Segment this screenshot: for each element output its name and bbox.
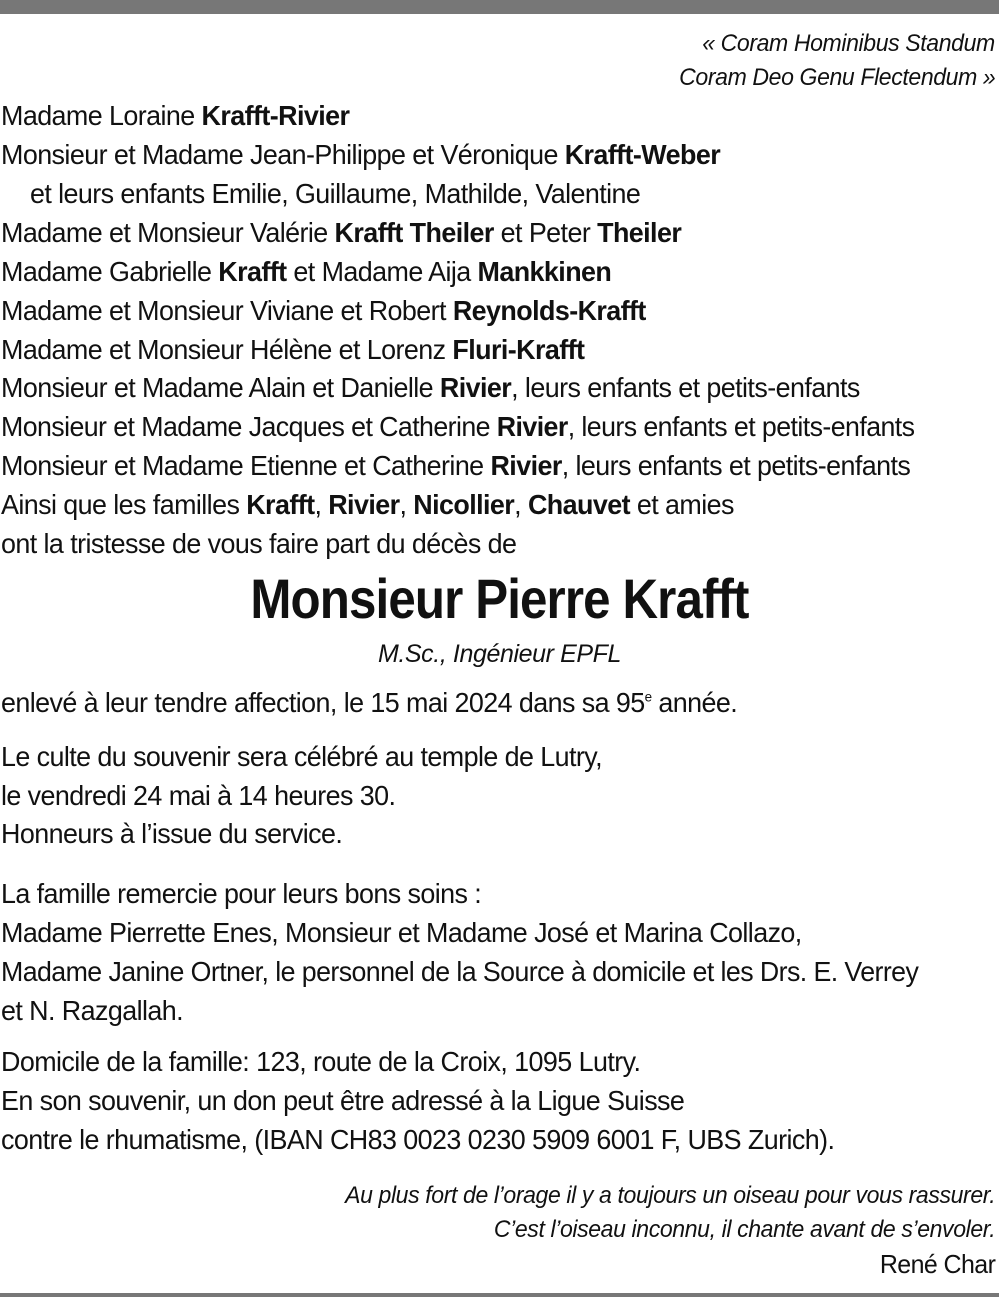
- top-rule: [0, 0, 999, 14]
- quote-author: René Char: [879, 1249, 995, 1279]
- address-line: contre le rhumatisme, (IBAN CH83 0023 0230 5909 6001 F, UBS Zurich).: [1, 1124, 835, 1155]
- family-line: Monsieur et Madame Jacques et Catherine Rivier, leurs enfants et petits-enfants: [1, 411, 915, 442]
- family-line: Ainsi que les familles Krafft, Rivier, Nicollier, Chauvet et amies: [1, 489, 734, 520]
- ceremony-line: Le culte du souvenir sera célébré au temple de Lutry,: [1, 741, 603, 772]
- thanks-line: Madame Janine Ortner, le personnel de la Source à domicile et les Drs. E. Verrey: [1, 956, 919, 987]
- quote-line-2: C’est l’oiseau inconnu, il chante avant de s’envoler.: [493, 1216, 995, 1243]
- family-line: Monsieur et Madame Alain et Danielle Rivier, leurs enfants et petits-enfants: [1, 372, 860, 403]
- family-line: Madame et Monsieur Viviane et Robert Reynolds-Krafft: [1, 295, 646, 326]
- announcement-intro: ont la tristesse de vous faire part du décès de: [1, 528, 517, 559]
- family-line: Madame Gabrielle Krafft et Madame Aija Mankkinen: [1, 256, 612, 287]
- family-line: Madame et Monsieur Valérie Krafft Theiler et Peter Theiler: [1, 217, 682, 248]
- family-line: et leurs enfants Emilie, Guillaume, Mathilde, Valentine: [30, 178, 641, 209]
- thanks-line: et N. Razgallah.: [1, 995, 184, 1026]
- family-line: Monsieur et Madame Jean-Philippe et Véronique Krafft-Weber: [1, 139, 721, 170]
- thanks-line: La famille remercie pour leurs bons soins :: [1, 878, 482, 909]
- deceased-name: Monsieur Pierre Krafft: [250, 567, 749, 630]
- thanks-line: Madame Pierrette Enes, Monsieur et Madame José et Marina Collazo,: [1, 917, 802, 948]
- death-notice: enlevé à leur tendre affection, le 15 mai 2024 dans sa 95e année.: [1, 687, 738, 718]
- family-line: Madame et Monsieur Hélène et Lorenz Fluri-Krafft: [1, 334, 585, 365]
- family-line: Madame Loraine Krafft-Rivier: [1, 100, 350, 131]
- quote-line-1: Au plus fort de l’orage il y a toujours un oiseau pour vous rassurer.: [344, 1182, 995, 1209]
- deceased-title: M.Sc., Ingénieur EPFL: [377, 640, 622, 668]
- epigraph-line-2: Coram Deo Genu Flectendum »: [678, 64, 995, 91]
- address-line: Domicile de la famille: 123, route de la Croix, 1095 Lutry.: [1, 1046, 641, 1077]
- bottom-rule: [0, 1293, 999, 1297]
- address-line: En son souvenir, un don peut être adressé à la Ligue Suisse: [1, 1085, 685, 1116]
- ceremony-line: Honneurs à l’issue du service.: [1, 818, 343, 849]
- epigraph-line-1: « Coram Hominibus Standum: [702, 30, 995, 57]
- family-line: Monsieur et Madame Etienne et Catherine Rivier, leurs enfants et petits-enfants: [1, 450, 911, 481]
- ceremony-line: le vendredi 24 mai à 14 heures 30.: [1, 780, 396, 811]
